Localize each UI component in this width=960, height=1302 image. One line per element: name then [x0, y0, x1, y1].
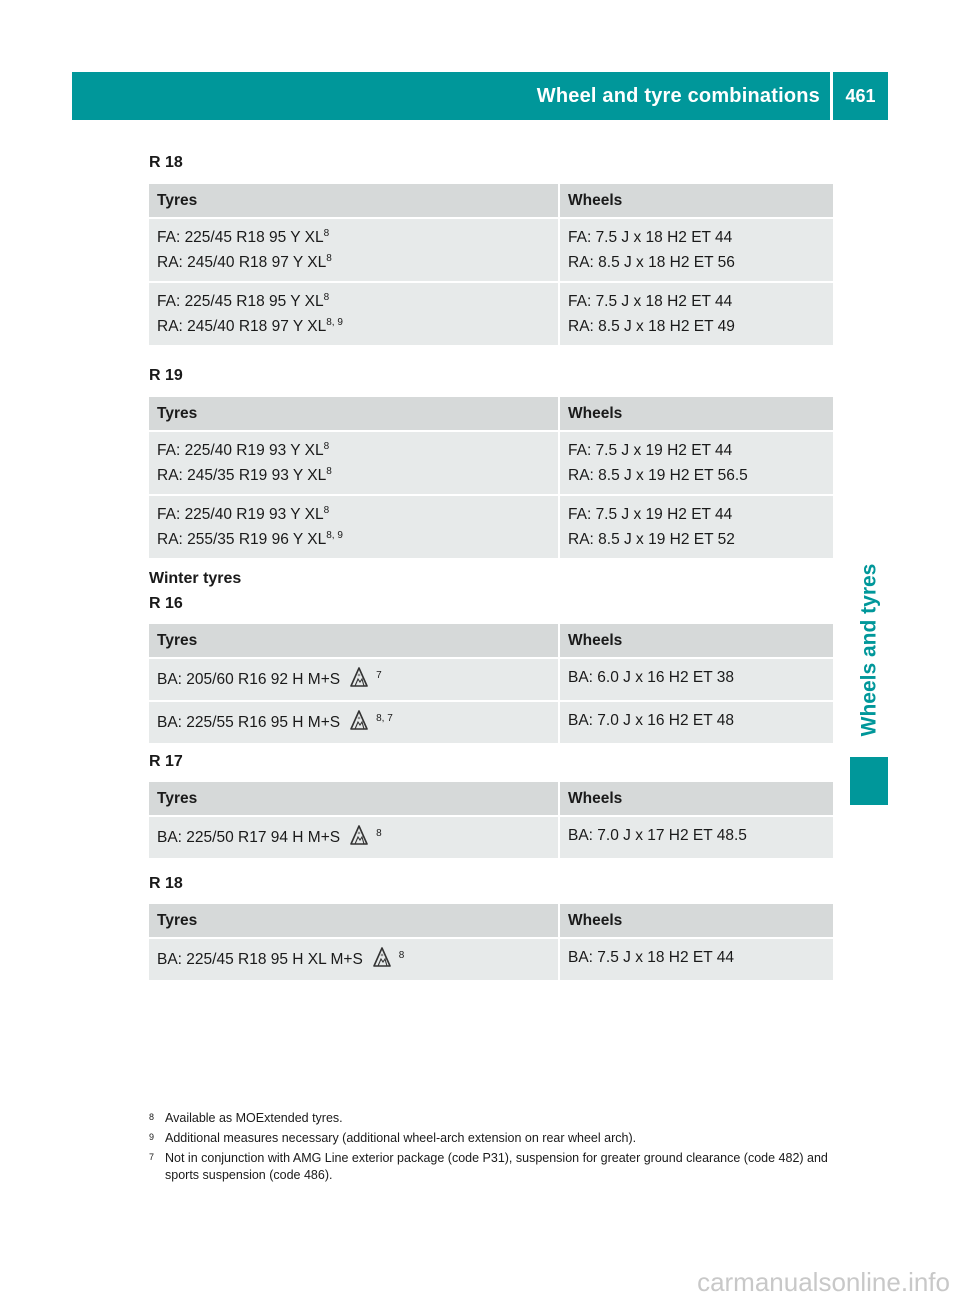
heading-r18: R 18 — [149, 154, 183, 171]
heading-r17: R 17 — [149, 753, 183, 770]
col-tyres: Tyres — [149, 782, 559, 816]
side-tab-marker — [850, 757, 888, 805]
front-wheel: FA: 7.5 J x 19 H2 ET 44 — [568, 506, 733, 523]
tyres-cell — [149, 658, 559, 701]
rear-tyre — [157, 314, 550, 339]
footnote-ref: 8 — [323, 441, 330, 452]
front-wheel: FA: 7.5 J x 18 H2 ET 44 — [568, 229, 733, 246]
snowflake-mountain-icon — [350, 667, 368, 694]
footnote-text: Not in conjunction with AMG Line exterior package (code P31), suspension for greater ground clearance (code 482) and sports suspension (code 486). — [165, 1151, 828, 1182]
footnote-ref: 8 — [323, 228, 330, 239]
col-wheels: Wheels — [559, 904, 833, 938]
side-tab-label: Wheels and tyres — [857, 563, 881, 737]
tyres-cell — [149, 816, 559, 859]
table-r18-summer — [149, 184, 833, 347]
rear-wheel: RA: 8.5 J x 19 H2 ET 56.5 — [568, 467, 748, 484]
footnotes — [149, 1110, 839, 1184]
table-row — [149, 431, 833, 495]
heading-r18-winter: R 18 — [149, 875, 183, 892]
front-tyre — [157, 289, 550, 314]
watermark: carmanualsonline.info — [697, 1267, 950, 1297]
tyre-spec: RA: 255/35 R19 96 Y XL — [157, 531, 327, 548]
footnote-ref: 8, 9 — [326, 317, 343, 328]
tyres-cell — [149, 431, 559, 495]
tyre-spec: FA: 225/45 R18 95 Y XL — [157, 293, 324, 310]
tyres-cell — [149, 495, 559, 559]
heading-winter-tyres: Winter tyres — [149, 570, 242, 587]
col-tyres: Tyres — [149, 624, 559, 658]
footnote-ref: 8 — [326, 253, 332, 264]
svg-text:*: * — [357, 673, 361, 680]
svg-text:*: * — [380, 953, 384, 960]
rear-tyre — [157, 463, 550, 488]
footnote — [149, 1130, 839, 1147]
tyres-cell — [149, 218, 559, 282]
table-row — [149, 282, 833, 346]
tyre-spec: BA: 225/50 R17 94 H M+S — [157, 829, 341, 846]
front-wheel: FA: 7.5 J x 18 H2 ET 44 — [568, 293, 733, 310]
footnote-number: 9 — [149, 1132, 155, 1142]
tyre-spec: FA: 225/40 R19 93 Y XL — [157, 442, 324, 459]
col-tyres: Tyres — [149, 397, 559, 431]
tyre-spec: RA: 245/35 R19 93 Y XL — [157, 467, 327, 484]
footnote-ref: 8 — [326, 466, 332, 477]
table-row — [149, 658, 833, 701]
tyres-cell — [149, 701, 559, 744]
table-r19 — [149, 397, 833, 560]
footnote-ref: 8, 9 — [326, 530, 343, 541]
tyre-spec: FA: 225/40 R19 93 Y XL — [157, 506, 324, 523]
table-row — [149, 701, 833, 744]
tyre-spec: FA: 225/45 R18 95 Y XL — [157, 229, 324, 246]
rear-tyre — [157, 527, 550, 552]
page-number: 461 — [845, 85, 876, 106]
wheels-cell — [559, 282, 833, 346]
col-wheels: Wheels — [559, 397, 833, 431]
section-title: Wheel and tyre combinations — [536, 84, 820, 107]
snowflake-mountain-icon — [373, 947, 391, 974]
footnote-ref: 8 — [398, 950, 405, 961]
col-wheels: Wheels — [559, 782, 833, 816]
footnote-text: Additional measures necessary (additional wheel-arch extension on rear wheel arch). — [165, 1131, 637, 1145]
wheels-cell — [559, 218, 833, 282]
footnote-ref: 7 — [376, 670, 382, 681]
table-row — [149, 495, 833, 559]
table-r17-winter — [149, 782, 833, 860]
tyre-spec: RA: 245/40 R18 97 Y XL — [157, 318, 327, 335]
tyres-cell — [149, 282, 559, 346]
tyres-cell — [149, 938, 559, 981]
rear-wheel: RA: 8.5 J x 19 H2 ET 52 — [568, 531, 735, 548]
tyre-spec: BA: 205/60 R16 92 H M+S — [157, 671, 341, 688]
col-tyres: Tyres — [149, 184, 559, 218]
tyre-spec: BA: 225/55 R16 95 H M+S — [157, 714, 341, 731]
table-row — [149, 938, 833, 981]
footnote-ref: 8, 7 — [376, 713, 393, 724]
footnote-text: Available as MOExtended tyres. — [165, 1111, 343, 1125]
wheels-cell: BA: 6.0 J x 16 H2 ET 38 — [559, 658, 833, 701]
footnote — [149, 1150, 839, 1184]
front-wheel: FA: 7.5 J x 19 H2 ET 44 — [568, 442, 733, 459]
table-header-row — [149, 397, 833, 431]
table-r16-winter — [149, 624, 833, 745]
side-tab — [850, 555, 888, 745]
footnote — [149, 1110, 839, 1127]
table-header-row — [149, 904, 833, 938]
front-tyre — [157, 438, 550, 463]
table-row — [149, 816, 833, 859]
svg-text:*: * — [357, 716, 361, 723]
heading-r19: R 19 — [149, 367, 183, 384]
svg-text:*: * — [357, 831, 361, 838]
rear-tyre — [157, 250, 550, 275]
wheels-cell — [559, 495, 833, 559]
table-header-row — [149, 624, 833, 658]
wheels-cell — [559, 431, 833, 495]
footnote-ref: 8 — [376, 828, 382, 839]
wheels-cell: BA: 7.0 J x 17 H2 ET 48.5 — [559, 816, 833, 859]
front-tyre — [157, 225, 550, 250]
front-tyre — [157, 502, 550, 527]
footnote-ref: 8 — [323, 292, 330, 303]
table-header-row — [149, 782, 833, 816]
tyre-spec: BA: 225/45 R18 95 H XL M+S — [157, 951, 363, 968]
tyre-spec: RA: 245/40 R18 97 Y XL — [157, 254, 327, 271]
footnote-number: 7 — [149, 1152, 155, 1162]
col-tyres: Tyres — [149, 904, 559, 938]
wheels-cell: BA: 7.5 J x 18 H2 ET 44 — [559, 938, 833, 981]
footnote-number: 8 — [149, 1112, 155, 1122]
rear-wheel: RA: 8.5 J x 18 H2 ET 49 — [568, 318, 735, 335]
table-row — [149, 218, 833, 282]
footnote-ref: 8 — [323, 505, 330, 516]
table-header-row — [149, 184, 833, 218]
snowflake-mountain-icon — [350, 825, 368, 852]
heading-r16: R 16 — [149, 595, 183, 612]
page-header — [72, 72, 888, 120]
rear-wheel: RA: 8.5 J x 18 H2 ET 56 — [568, 254, 735, 271]
wheels-cell: BA: 7.0 J x 16 H2 ET 48 — [559, 701, 833, 744]
col-wheels: Wheels — [559, 184, 833, 218]
table-r18-winter — [149, 904, 833, 982]
col-wheels: Wheels — [559, 624, 833, 658]
snowflake-mountain-icon — [350, 710, 368, 737]
